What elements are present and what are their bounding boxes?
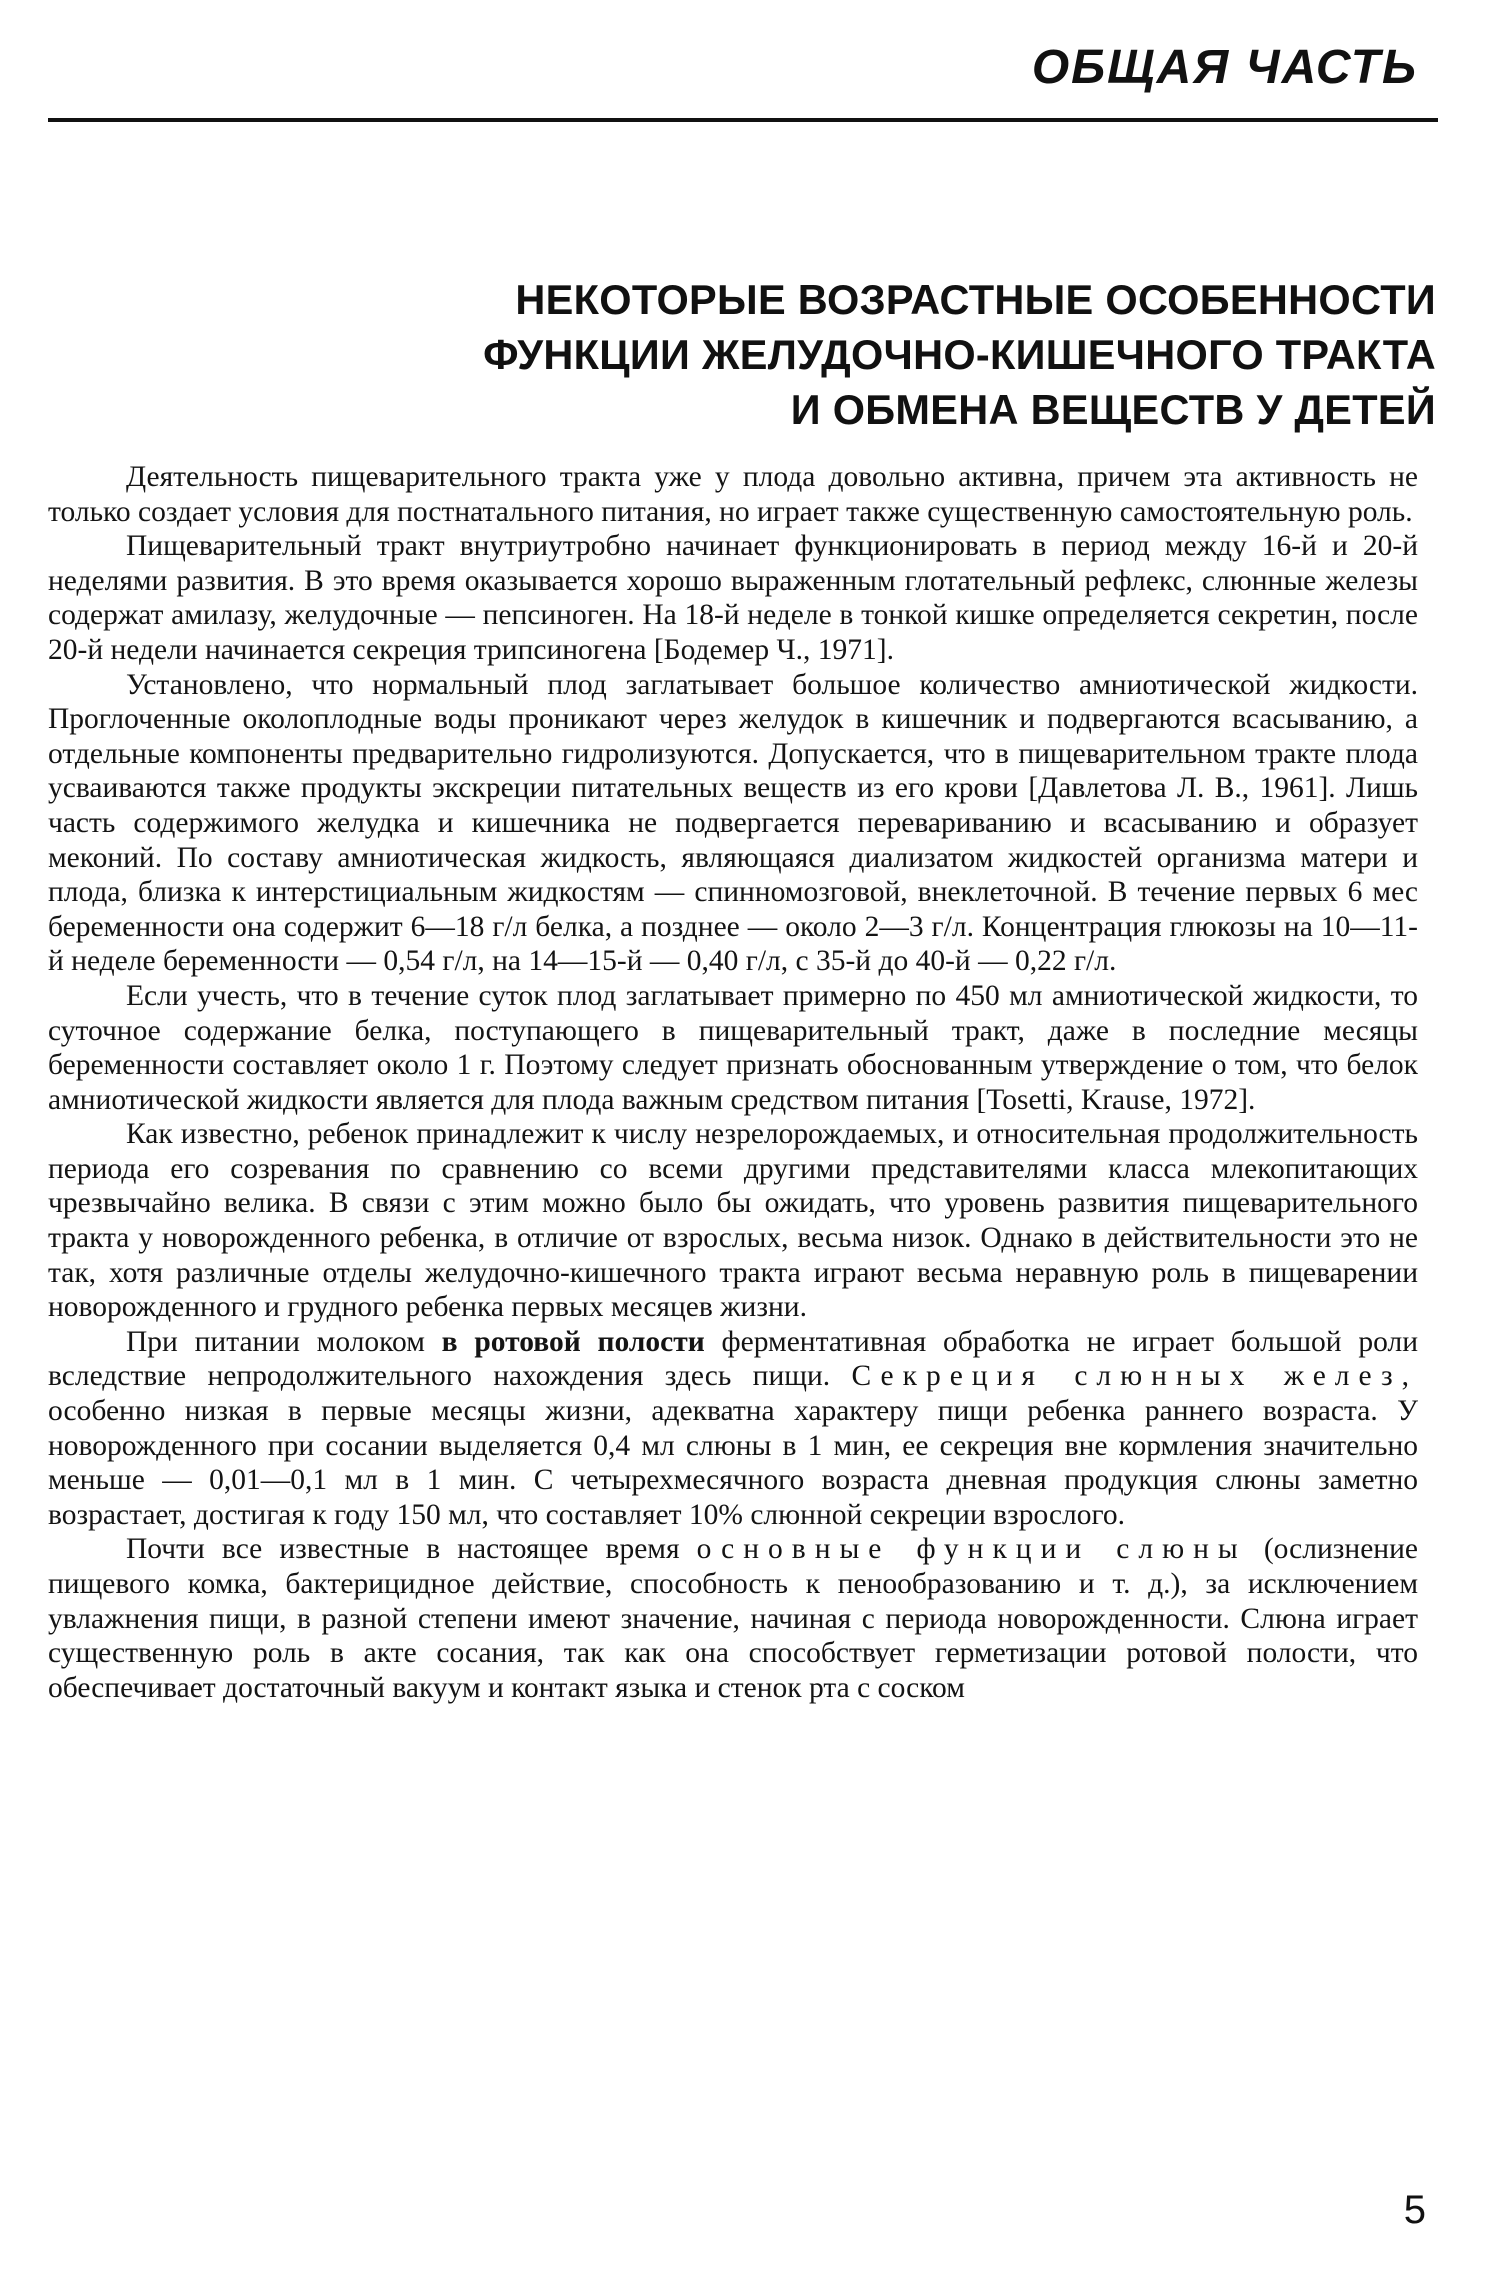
paragraph: Как известно, ребенок принадлежит к числу незрелорождаемых, и относительная продолжительность периода его созревания по сравнению со всеми другими представителями класса млекопитающих чрезвычайно велика. В связи с этим можно было бы ожидать, что уровень развития пищеварительного тракта у новорожденного ребенка, в отличие от взрослых, весьма низок. Однако в действительности это не так, хотя различные отделы желудочно-кишечного тракта играют весьма неравную роль в пищеварении новорожденного и грудного ребенка первых месяцев жизни. [48,1118,1418,1324]
spaced-term: Секреция слюнных желез, [851,1360,1418,1393]
chapter-title [136,272,1436,437]
chapter-title-line: НЕКОТОРЫЕ ВОЗРАСТНЫЕ ОСОБЕННОСТИ [515,276,1436,323]
page-number: 5 [1403,2188,1426,2232]
text-run: При питании молоком [126,1325,442,1358]
running-head: ОБЩАЯ ЧАСТЬ [1031,41,1418,94]
text-run: особенно низкая в первые месяцы жизни, адекватна характеру пищи ребенка раннего возраста. У новорожденного при сосании выделяется 0,4 мл слюны в 1 мин, ее секреция вне кормления значительно меньше — 0,01—0,1 мл в 1 мин. С четырехмесячного возраста дневная продукция слюны заметно возрастает, достигая к году 150 мл, что составляет 10% слюнной секреции взрослого. [48,1395,1418,1531]
text-run: ферментативная обработка не играет большой роли вследствие непродолжительного нахождения здесь пищи. [48,1325,1418,1393]
text-run: (ослизнение пищевого комка, бактерицидное действие, способность к пенообразованию и т. д.), за исключением увлажнения пищи, в разной степени имеют значение, начиная с периода новорожденности. Слюна играет существенную роль в акте сосания, так как она способствует герметизации ротовой полости, что обеспечивает достаточный вакуум и контакт языка и стенок рта с соском [48,1533,1418,1704]
paragraph-saliva-functions [48,1532,1418,1705]
chapter-title-line: ФУНКЦИИ ЖЕЛУДОЧНО-КИШЕЧНОГО ТРАКТА [483,331,1436,378]
paragraph: Если учесть, что в течение суток плод заглатывает примерно по 450 мл амниотической жидкости, то суточное содержание белка, поступающего в пищеварительный тракт, даже в последние месяцы беременности составляет около 1 г. Поэтому следует признать обоснованным утверждение о том, что белок амниотической жидкости является для плода важным средством питания [Tosetti, Krause, 1972]. [48,979,1418,1116]
paragraph: Пищеварительный тракт внутриутробно начинает функционировать в период между 16-й и 20-й неделями развития. В это время оказывается хорошо выраженным глотательный рефлекс, слюнные железы содержат амилазу, желудочные — пепсиноген. На 18-й неделе в тонкой кишке определяется секретин, после 20-й недели начинается секреция трипсиногена [Бодемер Ч., 1971]. [48,530,1418,666]
paragraph-oral-cavity [48,1325,1418,1533]
chapter-title-line: И ОБМЕНА ВЕЩЕСТВ У ДЕТЕЙ [790,386,1436,433]
paragraph: Деятельность пищеварительного тракта уже у плода довольно активна, причем эта активность не только создает условия для постнатального питания, но играет также существенную самостоятельную роль. [48,461,1418,528]
body-text [48,460,1418,1705]
bold-term: в ротовой полости [441,1325,705,1358]
paragraph: Установлено, что нормальный плод заглатывает большое количество амниотической жидкости. Проглоченные околоплодные воды проникают через желудок в кишечник и подвергаются всасыванию, а отдельные компоненты предварительно гидролизуются. Допускается, что в пищеварительном тракте плода усваиваются также продукты экскреции питательных веществ из его крови [Давлетова Л. В., 1961]. Лишь часть содержимого желудка и кишечника не подвергается перевариванию и всасыванию и образует меконий. По составу амниотическая жидкость, являющаяся диализатом жидкостей организма матери и плода, близка к интерстициальным жидкостям — спинномозговой, внеклеточной. В течение первых 6 мес беременности она содержит 6—18 г/л белка, а позднее — около 2—3 г/л. Концентрация глюкозы на 10—11-й неделе беременности — 0,54 г/л, на 14—15-й — 0,40 г/л, с 35-й до 40-й — 0,22 г/л. [48,668,1418,978]
text-run: Почти все известные в настоящее время [126,1533,697,1566]
header-rule [48,118,1438,122]
spaced-term: основные функции слюны [696,1533,1247,1566]
